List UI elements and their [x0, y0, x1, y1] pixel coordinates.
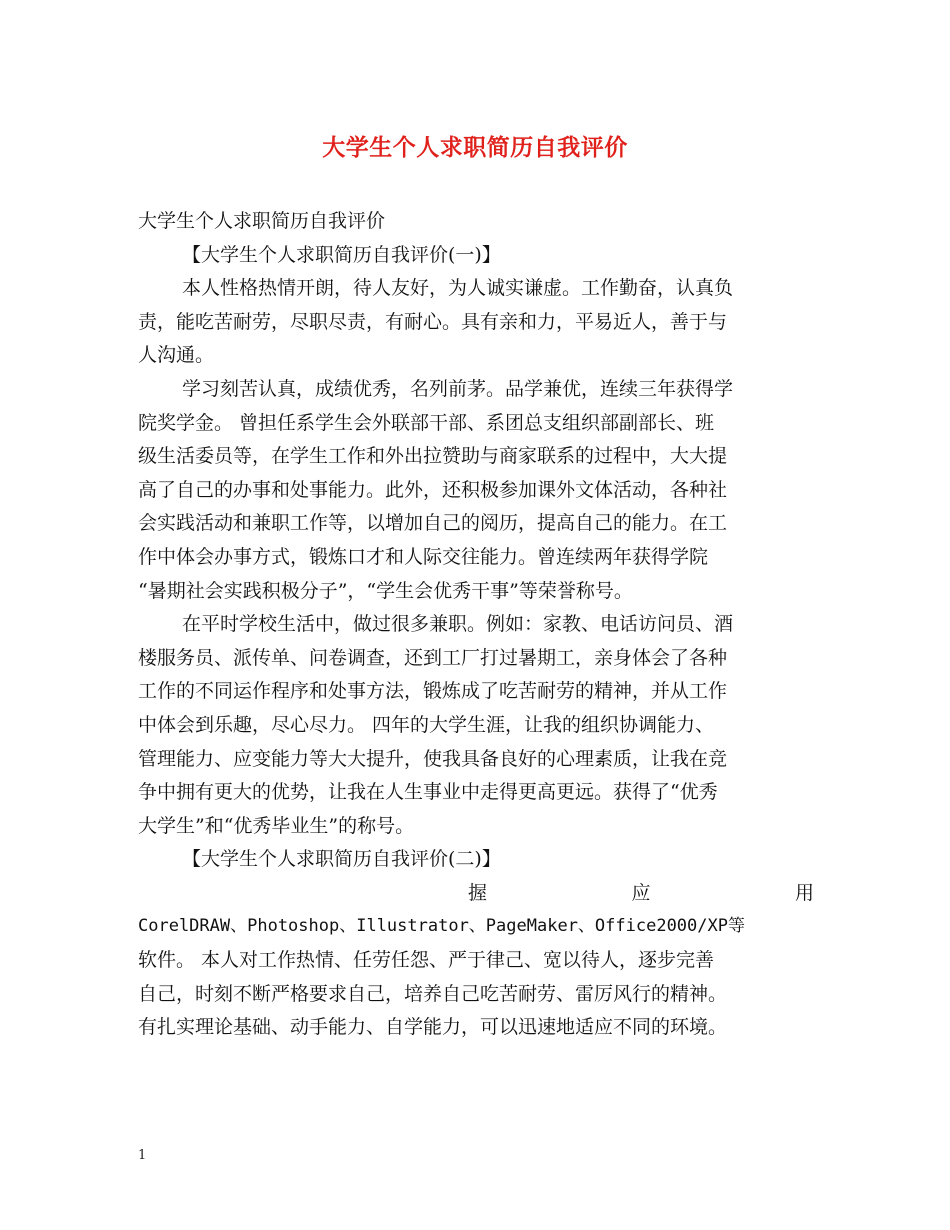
page-number: 1 [138, 1148, 147, 1163]
document-body [138, 205, 814, 1045]
paragraph-line: CorelDRAW、Photoshop、Illustrator、PageMaker、Office2000/XP等 [138, 916, 745, 937]
paragraph-line: “暑期社会实践积极分子”，“学生会优秀干事”等荣誉称号。 [138, 579, 633, 602]
paragraph-2 [138, 373, 814, 608]
paragraph-line: 软件。 本人对工作热情、任劳任怨、严于律己、宽以待人，逐步完善 [138, 949, 715, 972]
spread-word: 应 [631, 881, 651, 904]
intro-heading: 大学生个人求职简历自我评价 [138, 210, 386, 232]
paragraph-line: 争中拥有更大的优势，让我在人生事业中走得更高更远。获得了“优秀 [138, 781, 718, 804]
section-heading-2: 【大学生个人求职简历自我评价(二)】 [182, 848, 501, 871]
paragraph-line: 中体会到乐趣，尽心尽力。 四年的大学生涯，让我的组织协调能力、 [138, 713, 715, 736]
paragraph-line: 会实践活动和兼职工作等，以增加自己的阅历，提高自己的能力。在工 [138, 512, 728, 535]
document-title: 大学生个人求职简历自我评价 [322, 134, 628, 161]
paragraph-line: 大学生”和“优秀毕业生”的称号。 [138, 814, 415, 837]
paragraph-line: 学习刻苦认真，成绩优秀，名列前茅。品学兼优，连续三年获得学 [182, 377, 734, 400]
paragraph-line: 工作的不同运作程序和处事方法，锻炼成了吃苦耐劳的精神，并从工作 [138, 680, 728, 703]
paragraph-line: 在平时学校生活中，做过很多兼职。例如：家教、电话访问员、酒 [182, 613, 734, 636]
section-heading-1: 【大学生个人求职简历自我评价(一)】 [182, 243, 501, 266]
paragraph-line: 楼服务员、派传单、问卷调查，还到工厂打过暑期工，亲身体会了各种 [138, 646, 728, 669]
spread-word: 握 [468, 881, 488, 904]
paragraph-3 [138, 608, 814, 843]
paragraph-line: 人沟通。 [138, 344, 215, 367]
paragraph-line: 自己，时刻不断严格要求自己，培养自己吃苦耐劳、雷厉风行的精神。 [138, 982, 728, 1005]
paragraph-line: 本人性格热情开朗，待人友好，为人诚实谦虚。工作勤奋，认真负 [182, 277, 734, 300]
paragraph-line: 级生活委员等，在学生工作和外出拉赞助与商家联系的过程中，大大提 [138, 445, 728, 468]
paragraph-line: 作中体会办事方式，锻炼口才和人际交往能力。曾连续两年获得学院 [138, 545, 709, 568]
paragraph-line: 院奖学金。 曾担任系学生会外联部干部、系团总支组织部副部长、班 [138, 411, 715, 434]
spread-word: 用 [794, 881, 814, 904]
spread-line [138, 877, 814, 911]
paragraph-line: 高了自己的办事和处事能力。此外，还积极参加课外文体活动，各种社 [138, 478, 728, 501]
paragraph-1 [138, 272, 814, 373]
paragraph-line: 管理能力、应变能力等大大提升，使我具备良好的心理素质，让我在竞 [138, 747, 728, 770]
paragraph-line: 有扎实理论基础、动手能力、自学能力，可以迅速地适应不同的环境。 [138, 1016, 728, 1039]
paragraph-4 [138, 877, 814, 1045]
paragraph-line: 责，能吃苦耐劳，尽职尽责，有耐心。具有亲和力，平易近人，善于与 [138, 310, 728, 333]
